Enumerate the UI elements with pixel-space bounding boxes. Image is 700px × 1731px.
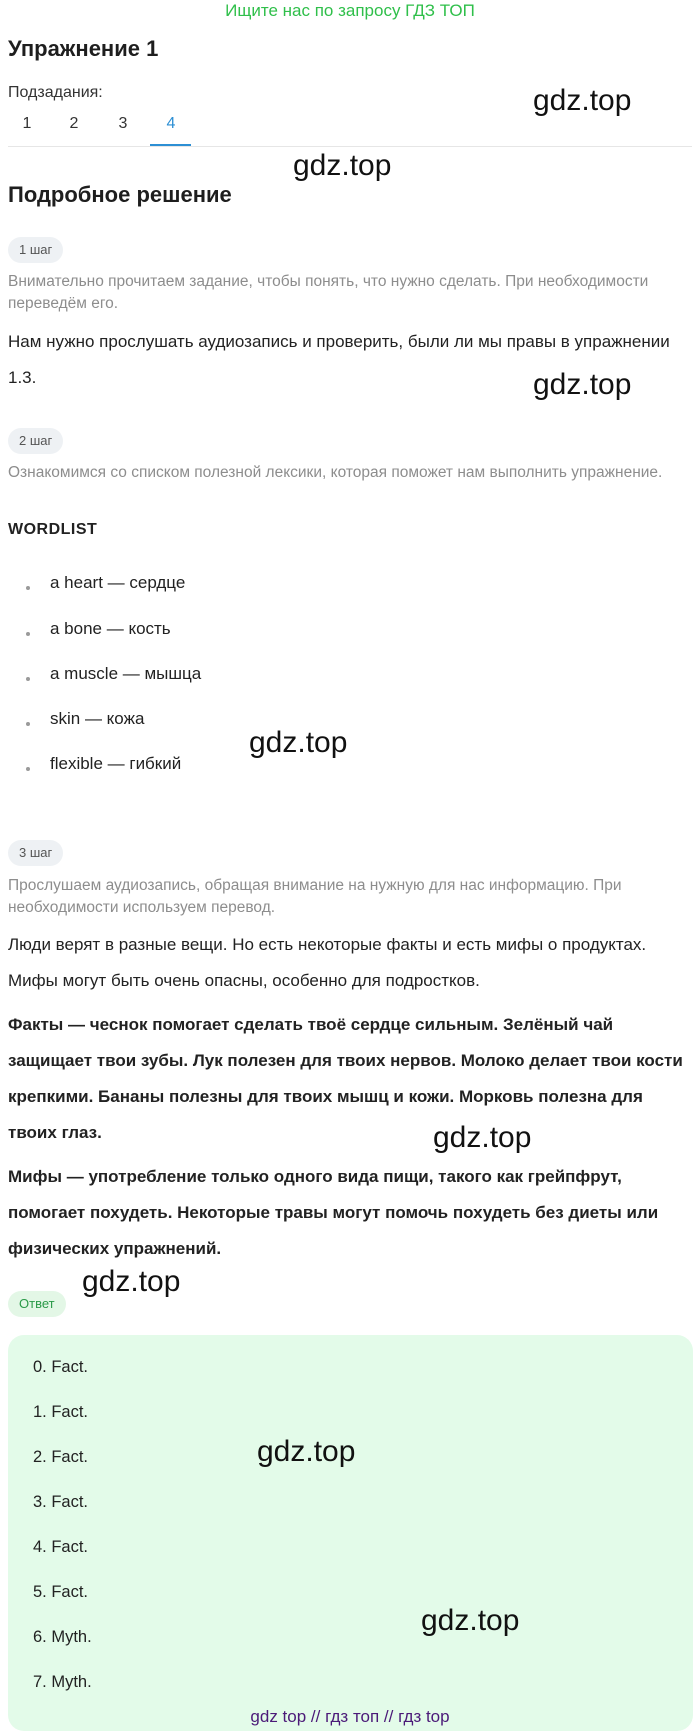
watermark: gdz.top (433, 1121, 532, 1154)
myths-paragraph: Мифы — употребление только одного вида пищи, такого как грейпфрут, помогает похудеть. Некоторые травы могут помочь похудеть без диеты или физических упражнений. (8, 1167, 659, 1258)
wordlist-item: a bone — кость (50, 619, 171, 638)
watermark: gdz.top (249, 726, 348, 759)
facts-paragraph: Факты — чеснок помогает сделать твоё сердце сильным. Зелёный чай защищает твои зубы. Лук полезен для твоих нервов. Молоко делает твои кости крепкими. Бананы полезны для твоих мышц и кожи. Морковь полезна для твоих глаз. (8, 1015, 683, 1142)
answer-item: 3. Fact. (33, 1493, 89, 1511)
page-title: Упражнение 1 (8, 36, 159, 61)
bullet-icon (26, 677, 30, 681)
answer-item: 4. Fact. (33, 1538, 89, 1556)
bullet-icon (26, 586, 30, 590)
watermark: gdz.top (533, 368, 632, 401)
step-badge-1: 1 шаг (8, 237, 63, 263)
watermark: gdz.top (82, 1265, 181, 1298)
watermark: gdz.top (421, 1604, 520, 1637)
answer-item: 6. Myth. (33, 1628, 92, 1646)
tabs-divider (8, 146, 692, 147)
tab-subtask-3[interactable]: 3 (118, 115, 128, 132)
tab-subtask-4[interactable]: 4 (166, 115, 176, 132)
answer-item: 2. Fact. (33, 1448, 89, 1466)
step-1-hint: Внимательно прочитаем задание, чтобы понять, что нужно сделать. При необходимости переведём его. (8, 273, 649, 312)
step-3-text: Люди верят в разные вещи. Но есть некоторые факты и есть мифы о продуктах. Мифы могут быть очень опасны, особенно для подростков. (8, 935, 647, 990)
answer-box (8, 1335, 693, 1731)
bullet-icon (26, 767, 30, 771)
answer-item: 0. Fact. (33, 1358, 89, 1376)
wordlist-item: a heart — сердце (50, 573, 186, 592)
subtasks-label: Подзадания: (8, 84, 103, 101)
wordlist-item: skin — кожа (50, 709, 145, 728)
bullet-icon (26, 722, 30, 726)
answer-item: 7. Myth. (33, 1673, 92, 1691)
watermark: gdz.top (293, 149, 392, 182)
answer-item: 5. Fact. (33, 1583, 89, 1601)
answer-badge: Ответ (8, 1291, 66, 1317)
wordlist-title: WORDLIST (8, 521, 98, 538)
tab-subtask-2[interactable]: 2 (69, 115, 79, 132)
watermark: gdz.top (533, 84, 632, 117)
step-badge-2: 2 шаг (8, 428, 63, 454)
step-1-text: Нам нужно прослушать аудиозапись и проверить, были ли мы правы в упражнении 1.3. (8, 332, 670, 387)
tab-subtask-1[interactable]: 1 (22, 115, 32, 132)
footer-links[interactable]: gdz top // гдз топ // гдз top (250, 1707, 450, 1726)
step-2-hint: Ознакомимся со списком полезной лексики, которая поможет нам выполнить упражнение. (8, 464, 663, 481)
step-3-hint: Прослушаем аудиозапись, обращая внимание на нужную для нас информацию. При необходимости используем перевод. (8, 877, 622, 916)
step-badge-3: 3 шаг (8, 840, 63, 866)
bullet-icon (26, 632, 30, 636)
wordlist-item: flexible — гибкий (50, 754, 182, 773)
answer-item: 1. Fact. (33, 1403, 89, 1421)
wordlist-item: a muscle — мышца (50, 664, 202, 683)
section-title: Подробное решение (8, 182, 232, 207)
watermark: gdz.top (257, 1435, 356, 1468)
search-banner[interactable]: Ищите нас по запросу ГДЗ ТОП (225, 1, 475, 20)
